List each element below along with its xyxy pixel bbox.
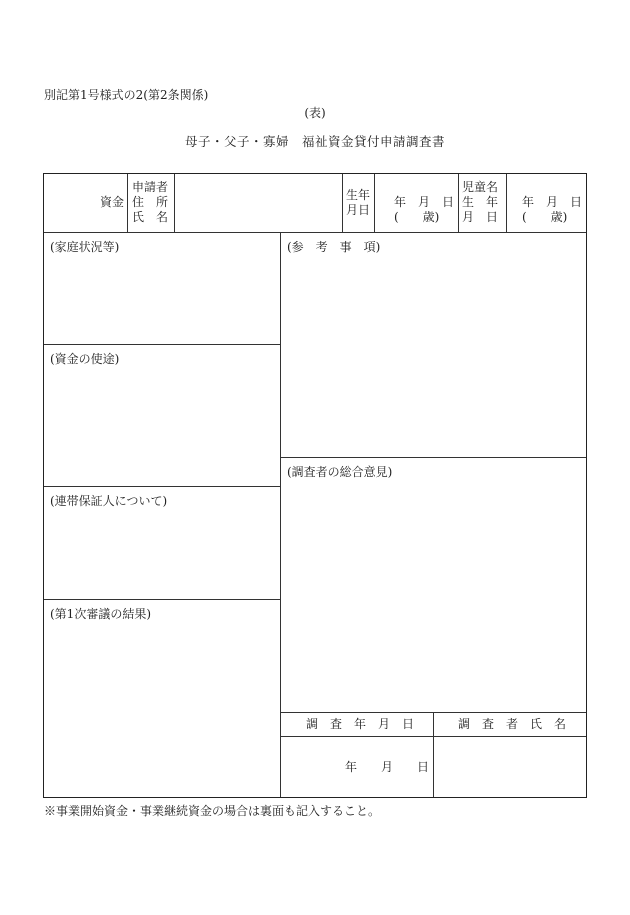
child-birth-label-2: 月 日: [462, 210, 499, 224]
page-title: 母子・父子・寡婦 福祉資金貸付申請調査書: [184, 134, 445, 149]
survey-date-label: 調 査 年 月 日: [306, 717, 415, 731]
survey-date-value: 年 月 日: [345, 760, 430, 774]
first-review-label: (第1次審議の結果): [50, 607, 151, 621]
address-label: 住 所: [132, 195, 169, 209]
child-birth-label-1: 生 年: [462, 195, 499, 209]
fund-label: 資金: [100, 195, 125, 209]
guarantor-label: (連帯保証人について): [50, 494, 168, 508]
applicant-label: 申請者: [132, 180, 169, 194]
birth-label-2: 月日: [346, 203, 371, 217]
side-label: (表): [304, 106, 326, 120]
form-number-note: 別記第1号様式の2(第2条関係): [44, 88, 209, 102]
child-name-label: 児童名: [462, 180, 499, 194]
child-birthdate: 年 月 日: [522, 195, 583, 209]
investigator-name-label: 調 査 者 氏 名: [458, 717, 567, 731]
overall-opinion-label: (調査者の総合意見): [287, 465, 393, 479]
fund-usage-label: (資金の使途): [50, 352, 120, 366]
footnote: ※事業開始資金・事業継続資金の場合は裏面も記入すること。: [44, 804, 381, 818]
family-situation-label: (家庭状況等): [50, 240, 120, 254]
applicant-age: ( 歳): [394, 210, 440, 224]
child-age: ( 歳): [522, 210, 568, 224]
birth-label-1: 生年: [346, 188, 371, 202]
reference-items-label: (参 考 事 項): [287, 240, 381, 254]
top-row-divider: [44, 232, 586, 233]
name-label: 氏 名: [132, 210, 169, 224]
applicant-birthdate: 年 月 日: [394, 195, 455, 209]
application-survey-form: [43, 173, 587, 798]
